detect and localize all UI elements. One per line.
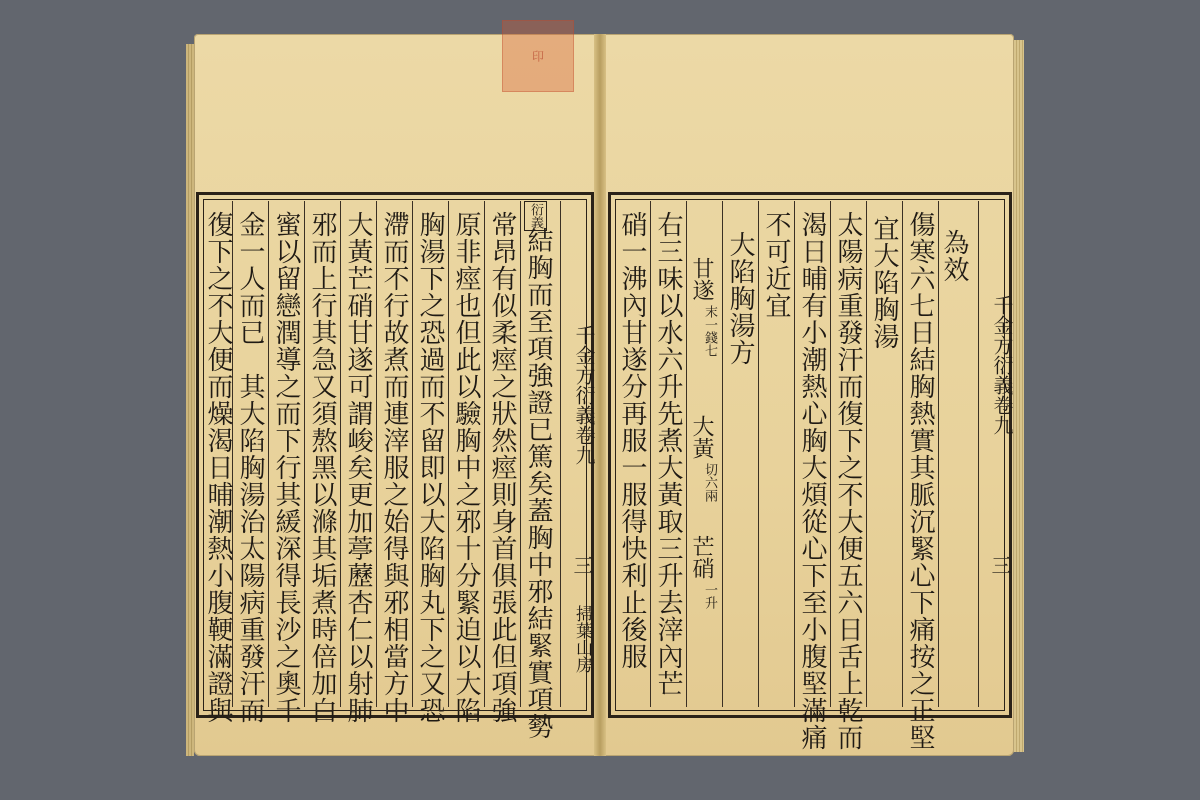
column-rule [520, 201, 521, 707]
column-rule [560, 201, 561, 707]
text-column: 蜜以留戀潤導之而下行其緩深得長沙之奧千 [271, 211, 301, 724]
text-column: 太陽病重發汗而復下之不大便五六日舌上乾而 [833, 211, 863, 751]
text-column: 金一人而已 其大陷胸湯治太陽病重發汗而 [235, 211, 265, 724]
column-rule [412, 201, 413, 707]
ingredient-note: 一升 [702, 583, 717, 609]
ingredient-mangxiao: 芒硝 [689, 535, 714, 579]
column-rule [866, 201, 867, 707]
column-rule [686, 201, 687, 707]
text-column: 硝一沸內甘遂分再服一服得快利止後服 [617, 211, 647, 670]
text-column: 常昂有似柔痙之狀然痙則身首俱張此但項強 [487, 211, 517, 724]
column-rule [268, 201, 269, 707]
left-text-block [196, 192, 596, 740]
column-rule [830, 201, 831, 707]
seal-stamp: 印 [502, 20, 574, 92]
left-page-edge [186, 44, 194, 756]
left-margin-title: 千金方衍義卷九 [572, 325, 596, 465]
text-column: 復下之不大便而燥渴日晡潮熱小腹鞕滿證與 [203, 211, 233, 724]
text-column: 胸湯下之恐過而不留即以大陷胸丸下之又恐 [415, 211, 445, 724]
right-margin-title: 千金方衍義卷九 [990, 295, 1014, 435]
column-rule [376, 201, 377, 707]
left-page-number: 三 [570, 555, 594, 575]
column-rule [978, 201, 979, 707]
column-rule [340, 201, 341, 707]
text-column: 宜大陷胸湯 [869, 215, 899, 350]
text-column: 邪而上行其急又須熬黑以滌其垢煮時倍加白 [307, 211, 337, 724]
column-rule [484, 201, 485, 707]
text-column: 右三味以水六升先煮大黃取三升去滓內芒 [653, 211, 683, 697]
column-rule [722, 201, 723, 707]
text-column: 滯而不行故煮而連滓服之始得與邪相當方中 [379, 211, 409, 724]
text-column: 不可近宜 [761, 211, 791, 319]
text-column: 渴日晡有小潮熱心胸大煩從心下至小腹堅滿痛 [797, 211, 827, 751]
annotation-tag: 衍義 [524, 201, 547, 231]
right-page-number: 三 [988, 555, 1012, 575]
right-text-block [608, 192, 1014, 751]
column-rule [650, 201, 651, 707]
text-column: 為效 [939, 229, 969, 283]
column-rule [448, 201, 449, 707]
text-column: 原非痙也但此以驗胸中之邪十分緊迫以大陷 [451, 211, 481, 724]
formula-title: 大陷胸湯方 [725, 231, 755, 366]
column-rule [758, 201, 759, 707]
ingredient-note: 切六兩 [702, 463, 717, 502]
ingredient-note: 末一錢七 [702, 305, 717, 357]
text-column: 結胸而至項強證已篤矣蓋胸中邪結緊實項勢 [523, 227, 553, 740]
column-rule [794, 201, 795, 707]
text-column: 大黃芒硝甘遂可謂峻矣更加葶藶杏仁以射肺 [343, 211, 373, 724]
column-rule [938, 201, 939, 707]
ingredient-ganzui: 甘遂 [689, 257, 714, 301]
publisher-mark: 掃葉山房 [572, 605, 592, 673]
column-rule [902, 201, 903, 707]
ingredient-dahuang: 大黃 [689, 415, 714, 459]
text-column: 傷寒六七日結胸熱實其脈沉緊心下痛按之正堅 [905, 211, 935, 751]
column-rule [304, 201, 305, 707]
